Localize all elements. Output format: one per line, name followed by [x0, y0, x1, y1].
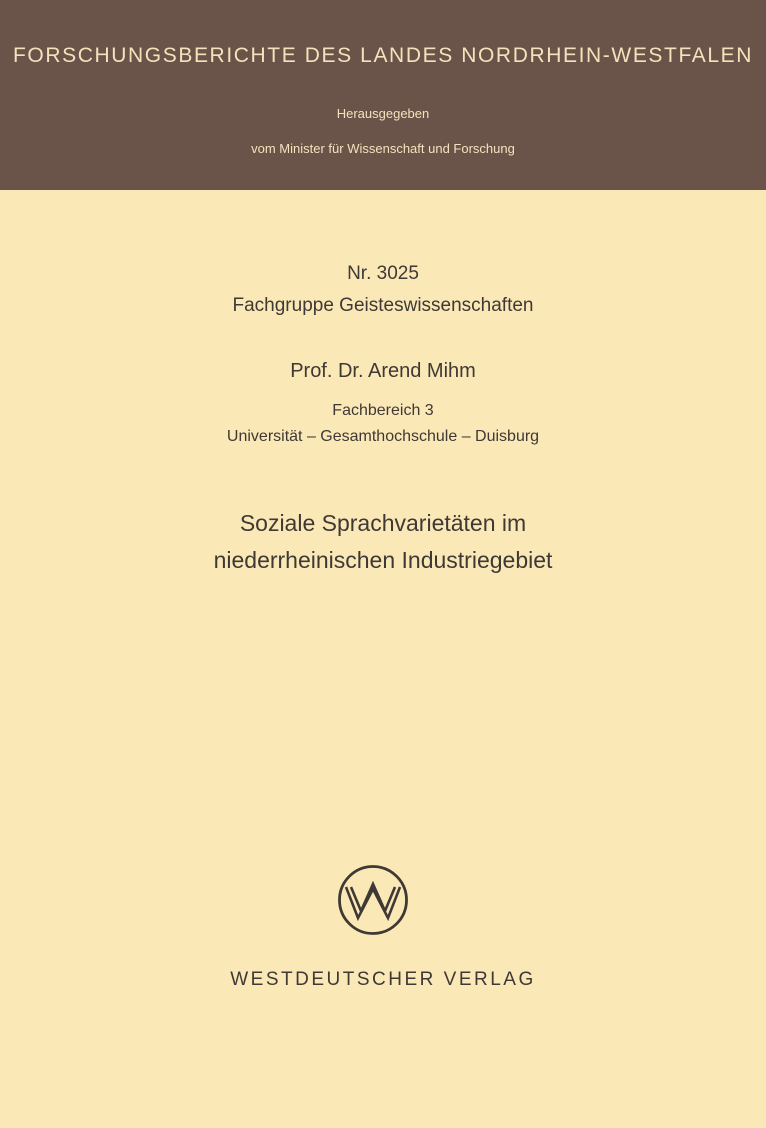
- book-title-line-1: Soziale Sprachvarietäten im: [239, 510, 527, 536]
- editor-name: vom Minister für Wissenschaft und Forschung: [251, 141, 515, 156]
- publisher-name: WESTDEUTSCHER VERLAG: [230, 969, 536, 990]
- ww-circle-logo-icon: [337, 864, 409, 936]
- author-name: Prof. Dr. Arend Mihm: [290, 360, 476, 382]
- editor-label: Herausgegeben: [336, 106, 430, 121]
- header-band: [0, 0, 766, 190]
- subject-group: Fachgruppe Geisteswissenschaften: [232, 295, 534, 316]
- university: Universität – Gesamthochschule – Duisburg: [226, 428, 540, 445]
- series-title: FORSCHUNGSBERICHTE DES LANDES NORDRHEIN-WESTFALEN: [13, 44, 753, 67]
- report-number: Nr. 3025: [347, 263, 419, 284]
- book-title-line-2: niederrheinischen Industriegebiet: [213, 547, 553, 573]
- department: Fachbereich 3: [332, 402, 434, 419]
